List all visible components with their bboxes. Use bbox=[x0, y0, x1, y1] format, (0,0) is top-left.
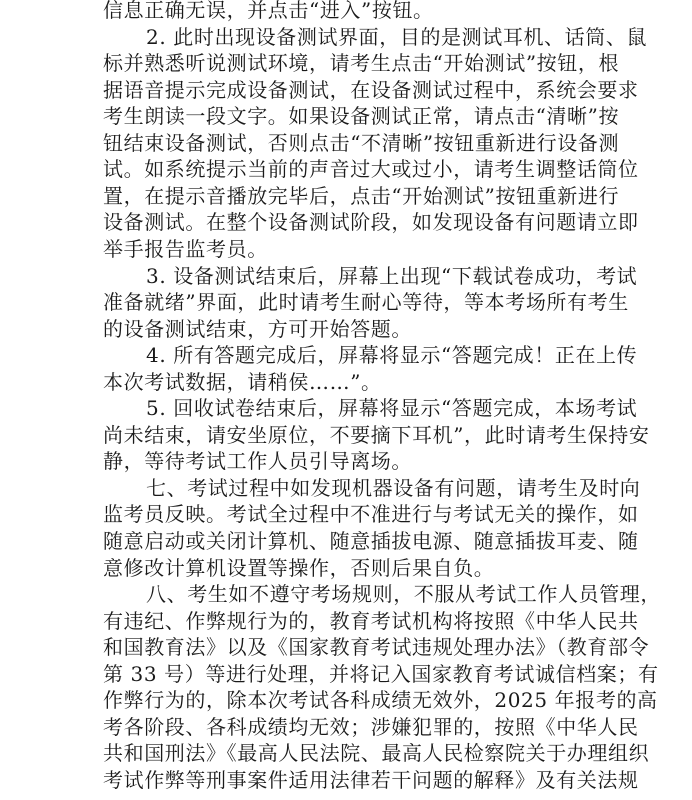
text-line: 3. 设备测试结束后，屏幕上出现“下载试卷成功，考试 bbox=[146, 263, 638, 288]
text-line: 静，等待考试工作人员引导离场。 bbox=[103, 449, 412, 474]
text-line: 5. 回收试卷结束后，屏幕将显示“答题完成，本场考试 bbox=[146, 396, 638, 421]
text-line: 第 33 号）等进行处理，并将记入国家教育考试诚信档案；有 bbox=[103, 661, 659, 686]
text-line: 的设备测试结束，方可开始答题。 bbox=[103, 316, 412, 341]
text-line: 本次考试数据，请稍侯……”。 bbox=[103, 369, 382, 394]
text-line: 钮结束设备测试，否则点击“不清晰”按钮重新进行设备测 bbox=[103, 130, 620, 155]
text-line: 尚未结束，请安坐原位，不要摘下耳机”，此时请考生保持安 bbox=[103, 422, 650, 447]
text-line: 考生朗读一段文字。如果设备测试正常，请点击“清晰”按 bbox=[103, 104, 620, 129]
text-line: 七、考试过程中如发现机器设备有问题，请考生及时向 bbox=[146, 475, 641, 500]
text-line: 和国教育法》以及《国家教育考试违规处理办法》（教育部令 bbox=[103, 635, 650, 660]
text-line: 八、考生如不遵守考场规则，不服从考试工作人员管理， bbox=[146, 582, 661, 607]
text-line: 考各阶段、各科成绩均无效；涉嫌犯罪的，按照《中华人民 bbox=[103, 714, 639, 739]
text-line: 标并熟悉听说测试环境，请考生点击“开始测试”按钮，根 bbox=[103, 51, 620, 76]
text-line: 试。如系统提示当前的声音过大或过小，请考生调整话筒位 bbox=[103, 157, 639, 182]
text-line: 据语音提示完成设备测试，在设备测试过程中，系统会要求 bbox=[103, 77, 639, 102]
text-line: 随意启动或关闭计算机、随意插拔电源、随意插拔耳麦、随 bbox=[103, 529, 639, 554]
text-line: 置，在提示音播放完毕后，点击“开始测试”按钮重新进行 bbox=[103, 183, 620, 208]
text-line: 举手报告监考员。 bbox=[103, 236, 268, 261]
text-line: 监考员反映。考试全过程中不准进行与考试无关的操作，如 bbox=[103, 502, 639, 527]
text-line: 考试作弊等刑事案件适用法律若干问题的解释》及有关法规 bbox=[103, 768, 639, 792]
text-line: 有违纪、作弊规行为的，教育考试机构将按照《中华人民共 bbox=[103, 608, 639, 633]
text-line: 信息正确无误，并点击“进入”按钮。 bbox=[103, 0, 434, 22]
text-line: 共和国刑法》《最高人民法院、最高人民检察院关于办理组织 bbox=[103, 741, 650, 766]
text-line: 设备测试。在整个设备测试阶段，如发现设备有问题请立即 bbox=[103, 210, 639, 235]
text-line: 意修改计算机设置等操作，否则后果自负。 bbox=[103, 555, 495, 580]
text-line: 4. 所有答题完成后，屏幕将显示“答题完成！正在上传 bbox=[146, 343, 638, 368]
text-line: 2. 此时出现设备测试界面，目的是测试耳机、话筒、鼠 bbox=[146, 24, 648, 49]
text-line: 作弊行为的，除本次考试各科成绩无效外，2025 年报考的高 bbox=[103, 688, 658, 713]
text-line: 准备就绪”界面，此时请考生耐心等待，等本考场所有考生 bbox=[103, 290, 629, 315]
